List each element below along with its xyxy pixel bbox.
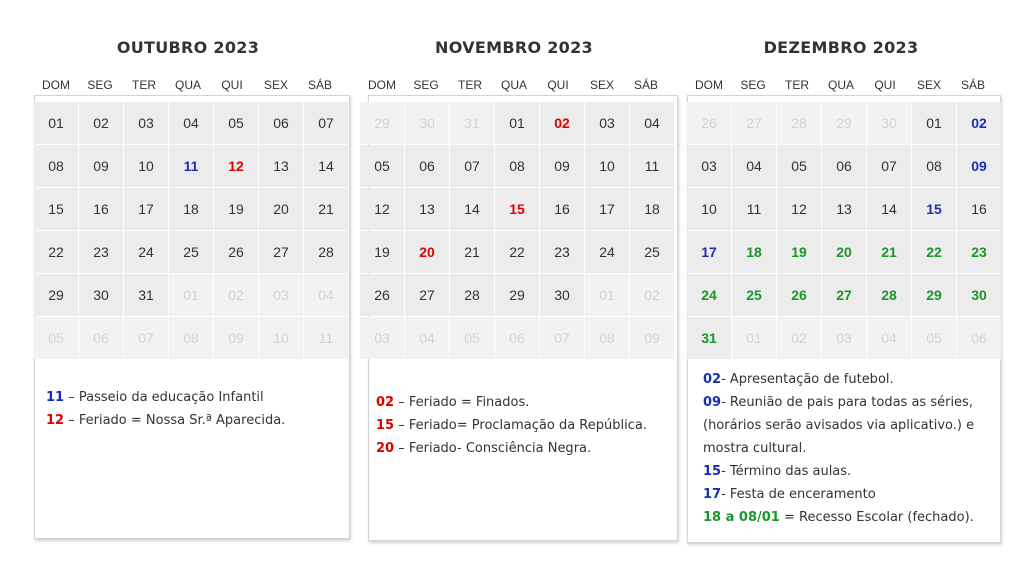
event-description: (horários serão avisados via aplicativo.) e (703, 418, 975, 433)
day-cell: 06 (822, 145, 866, 187)
event-description: - Reunião de pais para todas as séries, (721, 395, 973, 410)
day-cell: 02 (214, 274, 258, 316)
event-note (703, 414, 974, 437)
weekday-label: SEX (916, 78, 941, 92)
day-cell: 11 (304, 317, 348, 359)
event-description: – Feriado= Proclamação da República. (394, 418, 647, 433)
weekday-label: DOM (368, 78, 396, 92)
day-cell: 14 (304, 145, 348, 187)
weekday-header (34, 78, 342, 92)
day-cell: 30 (540, 274, 584, 316)
day-cell: 16 (957, 188, 1001, 230)
day-cell: 11 (630, 145, 674, 187)
day-cell: 26 (214, 231, 258, 273)
day-cell: 29 (34, 274, 78, 316)
weekday-label: QUA (500, 78, 527, 92)
day-cell: 23 (540, 231, 584, 273)
day-cell: 08 (912, 145, 956, 187)
day-cell: 05 (214, 102, 258, 144)
event-notes (703, 368, 974, 529)
day-cell: 03 (259, 274, 303, 316)
weekday-header (360, 78, 668, 92)
day-grid (360, 102, 674, 359)
day-cell: 04 (732, 145, 776, 187)
event-notes (376, 391, 647, 460)
event-description: – Feriado = Finados. (394, 395, 530, 410)
weekday-label: QUA (827, 78, 854, 92)
day-cell: 18 (732, 231, 776, 273)
day-cell: 22 (912, 231, 956, 273)
event-date: 02 (376, 395, 395, 410)
day-cell: 09 (630, 317, 674, 359)
weekday-label: SEX (589, 78, 614, 92)
day-cell: 15 (912, 188, 956, 230)
day-cell: 22 (34, 231, 78, 273)
event-note (703, 437, 974, 460)
event-note (46, 386, 285, 409)
day-cell: 27 (732, 102, 776, 144)
day-grid (34, 102, 348, 359)
day-cell: 05 (360, 145, 404, 187)
day-cell: 07 (304, 102, 348, 144)
event-note (703, 460, 974, 483)
day-grid (687, 102, 1001, 359)
day-cell: 11 (732, 188, 776, 230)
day-cell: 28 (777, 102, 821, 144)
day-cell: 16 (79, 188, 123, 230)
day-cell: 30 (79, 274, 123, 316)
day-cell: 31 (687, 317, 731, 359)
day-cell: 05 (450, 317, 494, 359)
day-cell: 09 (214, 317, 258, 359)
month-title: DEZEMBRO 2023 (763, 38, 919, 57)
day-cell: 27 (822, 274, 866, 316)
day-cell: 20 (259, 188, 303, 230)
day-cell: 29 (360, 102, 404, 144)
event-note (376, 414, 647, 437)
weekday-label: TER (785, 78, 809, 92)
day-cell: 13 (405, 188, 449, 230)
day-cell: 08 (585, 317, 629, 359)
day-cell: 04 (169, 102, 213, 144)
day-cell: 02 (957, 102, 1001, 144)
day-cell: 10 (259, 317, 303, 359)
event-date: 02 (703, 372, 722, 387)
weekday-label: SÁB (633, 78, 658, 92)
day-cell: 06 (79, 317, 123, 359)
day-cell: 31 (450, 102, 494, 144)
weekday-label: QUI (221, 78, 243, 92)
day-cell: 03 (687, 145, 731, 187)
day-cell: 31 (124, 274, 168, 316)
event-description: – Feriado- Consciência Negra. (394, 441, 592, 456)
day-cell: 05 (34, 317, 78, 359)
day-cell: 24 (687, 274, 731, 316)
day-cell: 04 (867, 317, 911, 359)
day-cell: 10 (687, 188, 731, 230)
day-cell: 25 (732, 274, 776, 316)
event-description: = Recesso Escolar (fechado). (779, 510, 974, 525)
day-cell: 29 (912, 274, 956, 316)
day-cell: 05 (777, 145, 821, 187)
day-cell: 17 (687, 231, 731, 273)
day-cell: 18 (169, 188, 213, 230)
weekday-label: SEG (87, 78, 113, 92)
day-cell: 02 (777, 317, 821, 359)
day-cell: 27 (405, 274, 449, 316)
day-cell: 06 (957, 317, 1001, 359)
day-cell: 23 (79, 231, 123, 273)
day-cell: 14 (867, 188, 911, 230)
day-cell: 06 (259, 102, 303, 144)
day-cell: 02 (540, 102, 584, 144)
day-cell: 30 (405, 102, 449, 144)
event-date: 18 a 08/01 (703, 510, 780, 525)
weekday-label: QUI (547, 78, 569, 92)
day-cell: 14 (450, 188, 494, 230)
day-cell: 25 (169, 231, 213, 273)
day-cell: 21 (304, 188, 348, 230)
day-cell: 23 (957, 231, 1001, 273)
day-cell: 19 (777, 231, 821, 273)
day-cell: 26 (360, 274, 404, 316)
day-cell: 01 (732, 317, 776, 359)
event-date: 15 (376, 418, 395, 433)
weekday-label: SÁB (307, 78, 332, 92)
day-cell: 01 (169, 274, 213, 316)
day-cell: 15 (495, 188, 539, 230)
day-cell: 01 (585, 274, 629, 316)
day-cell: 11 (169, 145, 213, 187)
day-cell: 08 (495, 145, 539, 187)
event-note (703, 368, 974, 391)
day-cell: 29 (495, 274, 539, 316)
day-cell: 12 (214, 145, 258, 187)
day-cell: 10 (585, 145, 629, 187)
day-cell: 04 (304, 274, 348, 316)
day-cell: 26 (687, 102, 731, 144)
day-cell: 29 (822, 102, 866, 144)
day-cell: 03 (585, 102, 629, 144)
event-description: - Festa de enceramento (721, 487, 876, 502)
day-cell: 01 (34, 102, 78, 144)
day-cell: 01 (495, 102, 539, 144)
day-cell: 12 (777, 188, 821, 230)
day-cell: 03 (124, 102, 168, 144)
day-cell: 03 (822, 317, 866, 359)
day-cell: 13 (259, 145, 303, 187)
day-cell: 09 (957, 145, 1001, 187)
event-note (46, 409, 285, 432)
day-cell: 20 (405, 231, 449, 273)
day-cell: 07 (124, 317, 168, 359)
day-cell: 02 (79, 102, 123, 144)
day-cell: 01 (912, 102, 956, 144)
event-description: - Apresentação de futebol. (721, 372, 894, 387)
event-date: 15 (703, 464, 722, 479)
day-cell: 19 (214, 188, 258, 230)
day-cell: 18 (630, 188, 674, 230)
day-cell: 04 (630, 102, 674, 144)
day-cell: 17 (585, 188, 629, 230)
event-note (703, 391, 974, 414)
day-cell: 04 (405, 317, 449, 359)
day-cell: 08 (169, 317, 213, 359)
day-cell: 05 (912, 317, 956, 359)
weekday-label: SEG (740, 78, 766, 92)
day-cell: 28 (304, 231, 348, 273)
day-cell: 07 (540, 317, 584, 359)
weekday-label: TER (458, 78, 482, 92)
event-date: 09 (703, 395, 722, 410)
day-cell: 06 (405, 145, 449, 187)
event-date: 20 (376, 441, 395, 456)
event-date: 12 (46, 413, 65, 428)
day-cell: 30 (957, 274, 1001, 316)
day-cell: 20 (822, 231, 866, 273)
event-note (376, 391, 647, 414)
weekday-label: DOM (42, 78, 70, 92)
day-cell: 28 (867, 274, 911, 316)
weekday-header (687, 78, 995, 92)
day-cell: 10 (124, 145, 168, 187)
day-cell: 21 (867, 231, 911, 273)
day-cell: 03 (360, 317, 404, 359)
day-cell: 02 (630, 274, 674, 316)
event-note (703, 506, 974, 529)
day-cell: 22 (495, 231, 539, 273)
day-cell: 17 (124, 188, 168, 230)
day-cell: 19 (360, 231, 404, 273)
day-cell: 27 (259, 231, 303, 273)
day-cell: 26 (777, 274, 821, 316)
day-cell: 25 (630, 231, 674, 273)
weekday-label: QUA (174, 78, 201, 92)
day-cell: 07 (450, 145, 494, 187)
day-cell: 16 (540, 188, 584, 230)
event-note (376, 437, 647, 460)
day-cell: 09 (540, 145, 584, 187)
event-note (703, 483, 974, 506)
day-cell: 06 (495, 317, 539, 359)
event-description: – Feriado = Nossa Sr.ª Aparecida. (64, 413, 286, 428)
day-cell: 21 (450, 231, 494, 273)
event-notes (46, 386, 285, 432)
event-date: 11 (46, 390, 65, 405)
day-cell: 28 (450, 274, 494, 316)
day-cell: 07 (867, 145, 911, 187)
event-description: – Passeio da educação Infantil (64, 390, 264, 405)
weekday-label: SEX (263, 78, 288, 92)
weekday-label: DOM (695, 78, 723, 92)
weekday-label: QUI (874, 78, 896, 92)
month-title: NOVEMBRO 2023 (435, 38, 593, 57)
event-description: mostra cultural. (703, 441, 807, 456)
weekday-label: TER (132, 78, 156, 92)
day-cell: 24 (585, 231, 629, 273)
weekday-label: SEG (413, 78, 439, 92)
day-cell: 09 (79, 145, 123, 187)
day-cell: 13 (822, 188, 866, 230)
day-cell: 30 (867, 102, 911, 144)
day-cell: 12 (360, 188, 404, 230)
weekday-label: SÁB (960, 78, 985, 92)
day-cell: 08 (34, 145, 78, 187)
day-cell: 24 (124, 231, 168, 273)
event-date: 17 (703, 487, 722, 502)
month-title: OUTUBRO 2023 (116, 38, 260, 57)
day-cell: 15 (34, 188, 78, 230)
event-description: - Término das aulas. (721, 464, 852, 479)
